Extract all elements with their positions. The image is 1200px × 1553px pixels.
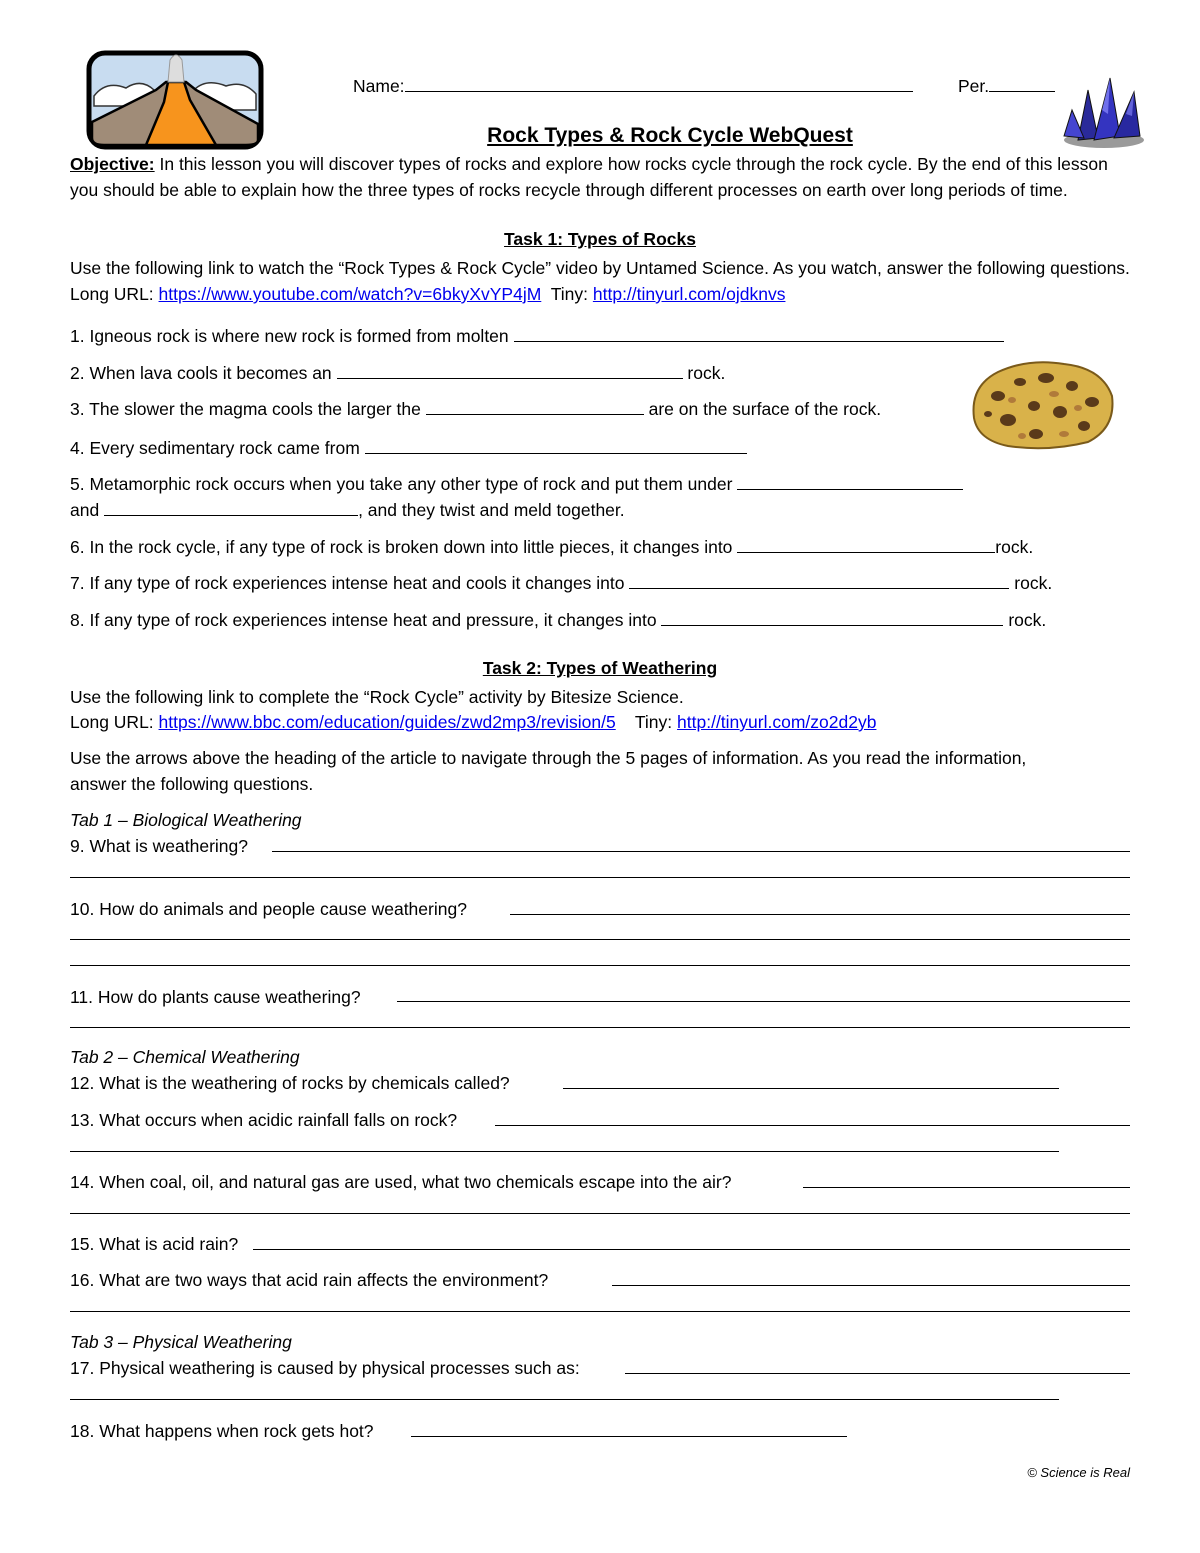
- question-8-suffix: rock.: [1008, 610, 1047, 630]
- objective-label: Objective:: [70, 154, 155, 174]
- task2-urls: [70, 709, 876, 735]
- question-5: [70, 471, 963, 497]
- question-17: 17. Physical weathering is caused by physical processes such as:: [70, 1358, 580, 1378]
- answer-8-blank[interactable]: [661, 607, 1003, 626]
- question-2-suffix: rock.: [687, 363, 726, 383]
- answer-14-blank-1[interactable]: [803, 1187, 1130, 1188]
- question-5-text: 5. Metamorphic rock occurs when you take any other type of rock and put them under: [70, 474, 733, 494]
- answer-5b-blank[interactable]: [104, 497, 358, 516]
- answer-16-blank-2[interactable]: [70, 1311, 1130, 1312]
- question-10: 10. How do animals and people cause weathering?: [70, 899, 467, 919]
- answer-12-blank[interactable]: [563, 1088, 1059, 1089]
- objective-text: In this lesson you will discover types of rocks and explore how rocks cycle through the rock cycle. By the end of this lesson you should be able to explain how the three types of rocks recycle through different processes on earth over long periods of time.: [70, 154, 1108, 200]
- answer-7-blank[interactable]: [629, 570, 1009, 589]
- question-5-and: and: [70, 500, 100, 520]
- period-blank[interactable]: [989, 73, 1055, 92]
- answer-10-blank-3[interactable]: [70, 965, 1130, 966]
- question-3: [70, 396, 881, 422]
- question-7-text: 7. If any type of rock experiences intense heat and cools it changes into: [70, 573, 625, 593]
- question-1-text: 1. Igneous rock is where new rock is formed from molten: [70, 326, 509, 346]
- task1-long-url-label: Long URL:: [70, 284, 154, 304]
- question-5-suffix: , and they twist and meld together.: [358, 500, 625, 520]
- question-8-text: 8. If any type of rock experiences intense heat and pressure, it changes into: [70, 610, 657, 630]
- answer-17-blank-2[interactable]: [70, 1399, 1059, 1400]
- answer-9-blank-2[interactable]: [70, 877, 1130, 878]
- task2-heading: Task 2: Types of Weathering: [482, 658, 718, 678]
- task1-heading: Task 1: Types of Rocks: [504, 229, 696, 249]
- question-3-text: 3. The slower the magma cools the larger the: [70, 399, 421, 419]
- answer-4-blank[interactable]: [365, 435, 747, 454]
- task2-long-url-label: Long URL:: [70, 712, 154, 732]
- question-6-text: 6. In the rock cycle, if any type of rock is broken down into little pieces, it changes into: [70, 537, 733, 557]
- objective-paragraph: [70, 151, 1135, 203]
- answer-10-blank-2[interactable]: [70, 939, 1130, 940]
- question-3-suffix: are on the surface of the rock.: [648, 399, 882, 419]
- answer-10-blank-1[interactable]: [510, 914, 1130, 915]
- answer-15-blank[interactable]: [253, 1249, 1130, 1250]
- tab1-heading: Tab 1 – Biological Weathering: [70, 810, 302, 830]
- name-blank[interactable]: [405, 73, 913, 92]
- task1-tiny-url-link[interactable]: http://tinyurl.com/ojdknvs: [592, 284, 786, 304]
- tab2-heading: Tab 2 – Chemical Weathering: [70, 1047, 300, 1067]
- question-5-continued: [70, 497, 625, 523]
- answer-3-blank[interactable]: [426, 396, 644, 415]
- question-18: 18. What happens when rock gets hot?: [70, 1421, 374, 1441]
- question-14: 14. When coal, oil, and natural gas are used, what two chemicals escape into the air?: [70, 1172, 732, 1192]
- question-2-text: 2. When lava cools it becomes an: [70, 363, 332, 383]
- answer-17-blank-1[interactable]: [625, 1373, 1130, 1374]
- conglomerate-rock-icon: [968, 356, 1116, 452]
- task1-intro-text: Use the following link to watch the “Rock Types & Rock Cycle” video by Untamed Science. As you watch, answer the following questions.: [70, 258, 1130, 278]
- question-13: 13. What occurs when acidic rainfall falls on rock?: [70, 1110, 458, 1130]
- question-6: [70, 534, 1033, 560]
- answer-18-blank[interactable]: [411, 1436, 847, 1437]
- answer-5a-blank[interactable]: [737, 471, 963, 490]
- question-9: 9. What is weathering?: [70, 836, 249, 856]
- question-15: 15. What is acid rain?: [70, 1234, 239, 1254]
- question-11: 11. How do plants cause weathering?: [70, 987, 361, 1007]
- question-7: [70, 570, 1052, 596]
- task2-intro: Use the following link to complete the “Rock Cycle” activity by Bitesize Science.: [70, 687, 684, 707]
- task1-long-url-link[interactable]: https://www.youtube.com/watch?v=6bkyXvYP4jM: [158, 284, 542, 304]
- answer-2-blank[interactable]: [337, 360, 683, 379]
- answer-11-blank-1[interactable]: [397, 1001, 1130, 1002]
- question-4-text: 4. Every sedimentary rock came from: [70, 438, 360, 458]
- copyright-footer: © Science is Real: [1027, 1465, 1130, 1480]
- name-field[interactable]: [353, 73, 913, 99]
- answer-13-blank-1[interactable]: [495, 1125, 1130, 1126]
- answer-13-blank-2[interactable]: [70, 1151, 1059, 1152]
- answer-6-blank[interactable]: [737, 534, 995, 553]
- task2-instructions: Use the arrows above the heading of the article to navigate through the 5 pages of information. As you read the information, answer the following questions.: [70, 748, 1027, 794]
- question-1: [70, 323, 1004, 349]
- answer-1-blank[interactable]: [514, 323, 1004, 342]
- period-field[interactable]: [958, 73, 1055, 99]
- question-12: 12. What is the weathering of rocks by chemicals called?: [70, 1073, 510, 1093]
- question-8: [70, 607, 1046, 633]
- task2-long-url-link[interactable]: https://www.bbc.com/education/guides/zwd2mp3/revision/5: [158, 712, 616, 732]
- period-label: Per.: [958, 76, 990, 96]
- page-title: Rock Types & Rock Cycle WebQuest: [487, 124, 853, 147]
- task2-tiny-label: Tiny:: [634, 712, 673, 732]
- task1-intro: [70, 255, 1135, 307]
- tab3-heading: Tab 3 – Physical Weathering: [70, 1332, 292, 1352]
- task2-tiny-url-link[interactable]: http://tinyurl.com/zo2d2yb: [677, 712, 877, 732]
- answer-16-blank-1[interactable]: [612, 1285, 1130, 1286]
- question-6-suffix: rock.: [995, 537, 1034, 557]
- answer-11-blank-2[interactable]: [70, 1027, 1130, 1028]
- question-7-suffix: rock.: [1014, 573, 1053, 593]
- task1-tiny-label: Tiny:: [550, 284, 588, 304]
- question-4: [70, 435, 747, 461]
- answer-9-blank-1[interactable]: [272, 851, 1130, 852]
- answer-14-blank-2[interactable]: [70, 1213, 1130, 1214]
- question-2: [70, 360, 725, 386]
- question-16: 16. What are two ways that acid rain affects the environment?: [70, 1270, 549, 1290]
- name-label: Name:: [353, 76, 405, 96]
